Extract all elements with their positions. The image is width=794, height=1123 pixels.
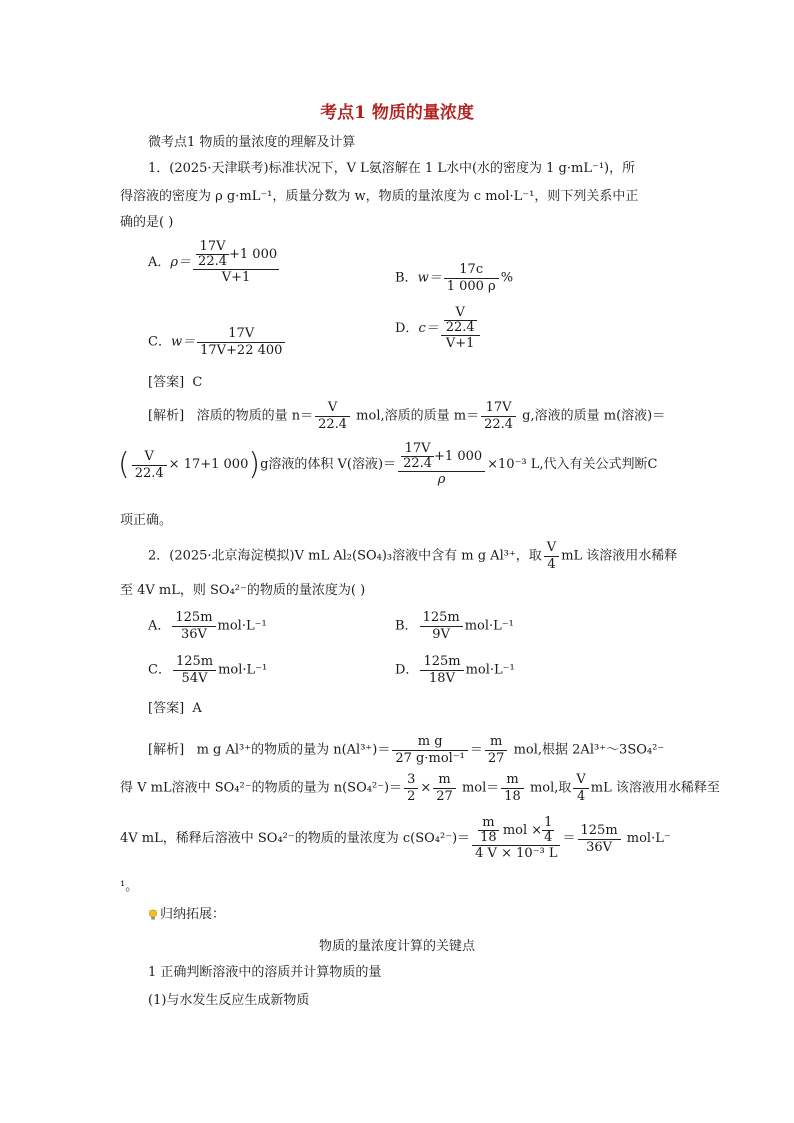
numerator: m xyxy=(485,734,508,751)
text: g溶液的体积 V(溶液)＝ xyxy=(260,457,397,472)
numerator: V xyxy=(132,449,167,466)
analysis-tag: [解析] xyxy=(148,742,185,758)
text: mL 该溶液用水稀释至 xyxy=(590,780,720,796)
denominator: 17V+22 400 xyxy=(200,343,283,358)
answer-value: A xyxy=(192,701,202,716)
q2-option-c xyxy=(148,654,267,687)
fraction xyxy=(501,772,524,805)
fraction xyxy=(544,540,559,573)
option-label: C． xyxy=(148,662,171,678)
q1-option-a xyxy=(148,240,281,286)
numerator: 125m xyxy=(420,610,463,627)
fraction xyxy=(441,306,480,352)
q2-analysis-line4: ¹。 xyxy=(120,879,139,894)
lightbulb-icon xyxy=(148,909,158,921)
answer-tag: [答案] xyxy=(148,375,185,390)
unit: mol·L⁻¹ xyxy=(217,618,267,634)
analysis-tag: [解析] xyxy=(148,408,185,424)
numerator: 3 xyxy=(404,772,418,789)
denominator: 54V xyxy=(181,671,208,686)
denominator: 4 xyxy=(547,557,556,572)
q2-analysis-line2 xyxy=(120,772,720,805)
q2-option-b xyxy=(395,610,514,643)
q1-analysis-line2 xyxy=(118,442,658,488)
fraction xyxy=(193,240,279,286)
q1-analysis-line1 xyxy=(148,400,665,433)
answer-value: C xyxy=(192,375,203,390)
text: 4V mL，稀释后溶液中 SO₄²⁻的物质的量浓度为 c(SO₄²⁻)＝ xyxy=(120,831,471,846)
denominator: ρ xyxy=(437,472,446,487)
fraction xyxy=(172,610,215,643)
option-label: A． xyxy=(148,255,171,270)
text: g,溶液的质量 m(溶液)＝ xyxy=(518,408,666,424)
fraction xyxy=(420,654,463,687)
numerator: 1 xyxy=(544,815,553,830)
times: × xyxy=(420,780,432,796)
option-label: B． xyxy=(395,618,418,634)
unit: mol·L⁻¹ xyxy=(464,618,514,634)
denominator: 4 V × 10⁻³ L xyxy=(475,846,558,861)
denominator: 4 xyxy=(576,789,586,804)
denominator: 22.4 xyxy=(134,465,164,481)
q2-stem-line1 xyxy=(148,540,677,573)
summary-point-1-1: (1)与水发生反应生成新物质 xyxy=(148,993,310,1008)
denominator: 2 xyxy=(407,789,416,804)
fraction xyxy=(485,734,508,767)
q1-answer xyxy=(148,374,202,392)
numerator: 125m xyxy=(172,610,215,627)
summary-heading: 物质的量浓度计算的关键点 xyxy=(318,939,475,954)
denominator: 9V xyxy=(432,627,450,642)
denominator: 27 xyxy=(487,751,505,766)
fraction xyxy=(578,823,621,856)
fraction xyxy=(444,262,499,295)
percent-sign: % xyxy=(500,270,514,286)
answer-tag: [答案] xyxy=(148,701,185,716)
text: mol,溶质的质量 m＝ xyxy=(352,408,480,424)
denominator: 22.4 xyxy=(484,417,514,432)
fraction xyxy=(433,772,456,805)
equals: ＝ xyxy=(562,831,576,846)
denominator: 4 xyxy=(544,830,553,845)
page-title: 考点1 物质的量浓度 xyxy=(320,103,474,123)
q2-analysis-line3 xyxy=(120,816,671,862)
text: mL 该溶液用水稀释 xyxy=(561,548,678,564)
fraction xyxy=(573,772,588,805)
text: × 17+1 000 xyxy=(168,457,249,472)
numerator: 125m xyxy=(173,654,216,671)
option-label: D． xyxy=(395,662,419,678)
equals: ＝ xyxy=(469,742,483,758)
numerator: V xyxy=(444,306,477,321)
text: mol·L⁻ xyxy=(622,831,671,846)
text: ×10⁻³ L,代入有关公式判断C xyxy=(487,457,658,472)
q1-stem-line2: 得溶液的密度为 ρ g·mL⁻¹，质量分数为 w，物质的量浓度为 c mol·L⁻¹，则下列关系中正 xyxy=(120,189,639,204)
q2-option-a xyxy=(148,610,267,643)
denominator: 36V xyxy=(586,839,613,855)
denominator: 1 000 ρ xyxy=(446,279,496,294)
unit: mol·L⁻¹ xyxy=(218,662,268,678)
q1-stem-line1: 1．(2025·天津联考)标准状况下，V L氨溶解在 1 L水中(水的密度为 1 g·mL⁻¹)，所 xyxy=(148,161,636,176)
option-label: A． xyxy=(148,618,171,634)
q1-stem-line3: 确的是( ) xyxy=(120,215,174,230)
denominator: V+1 xyxy=(445,336,475,351)
numerator: 125m xyxy=(420,654,463,671)
formula-lhs: c＝ xyxy=(418,321,439,336)
denominator: 22.4 xyxy=(445,320,475,335)
numerator-tail: +1 000 xyxy=(229,247,278,262)
denominator: 22.4 xyxy=(403,456,433,471)
denominator: 27 g·mol⁻¹ xyxy=(395,751,465,766)
summary-point-1: 1 正确判断溶液中的溶质并计算物质的量 xyxy=(148,965,382,980)
fraction xyxy=(398,442,485,488)
numerator: m xyxy=(478,816,499,831)
unit: mol·L⁻¹ xyxy=(465,662,515,678)
text: m g Al³⁺的物质的量为 n(Al³⁺)＝ xyxy=(196,742,391,758)
subsection-heading: 微考点1 物质的量浓度的理解及计算 xyxy=(148,135,356,150)
denominator: 36V xyxy=(180,627,207,642)
right-paren: ) xyxy=(248,447,261,482)
text: 得 V mL溶液中 SO₄²⁻的物质的量为 n(SO₄²⁻)＝ xyxy=(120,780,403,796)
denominator: 18 xyxy=(480,830,497,845)
numerator: V xyxy=(315,400,350,417)
q2-analysis-line1 xyxy=(148,734,664,767)
denominator: 18 xyxy=(504,789,521,804)
option-label: C． xyxy=(148,334,171,350)
text: mol × xyxy=(498,823,543,838)
left-paren: ( xyxy=(118,447,130,482)
numerator: 125m xyxy=(578,823,621,840)
numerator: m xyxy=(433,772,456,789)
q2-option-d xyxy=(395,654,515,687)
denominator: 27 xyxy=(436,789,453,804)
q1-analysis-line3: 项正确。 xyxy=(120,513,173,528)
numerator: m g xyxy=(392,734,468,751)
q2-stem-line2: 至 4V mL，则 SO₄²⁻的物质的量浓度为( ) xyxy=(120,583,366,598)
q1-option-c xyxy=(148,326,287,359)
text: mol,根据 2Al³⁺～3SO₄²⁻ xyxy=(509,742,665,758)
denominator: 22.4 xyxy=(198,254,227,269)
text: mol,取 xyxy=(525,780,572,796)
numerator: m xyxy=(501,772,524,789)
fraction xyxy=(132,449,167,482)
q1-option-b xyxy=(395,262,513,295)
fraction xyxy=(197,326,285,359)
fraction xyxy=(173,654,216,687)
fraction xyxy=(472,816,560,862)
numerator: V xyxy=(544,540,559,557)
summary-label: 归纳拓展： xyxy=(160,907,226,922)
fraction xyxy=(315,400,350,433)
formula-lhs: w＝ xyxy=(417,270,442,286)
summary-label-row xyxy=(148,906,225,924)
q1-option-d xyxy=(395,306,482,352)
numerator: 17c xyxy=(444,262,499,279)
numerator: 17V xyxy=(196,240,229,255)
option-label: D． xyxy=(395,321,419,336)
numerator: 17V xyxy=(197,326,285,343)
fraction xyxy=(481,400,516,433)
formula-lhs: ρ＝ xyxy=(170,255,192,270)
denominator: 22.4 xyxy=(318,417,348,432)
text: mol＝ xyxy=(457,780,500,796)
text: 2．(2025·北京海淀模拟)V mL Al₂(SO₄)₃溶液中含有 m g Al³⁺，取 xyxy=(148,548,542,564)
numerator: 17V xyxy=(481,400,516,417)
fraction xyxy=(420,610,463,643)
numerator: V xyxy=(573,772,588,789)
option-label: B． xyxy=(395,270,418,286)
numerator-tail: +1 000 xyxy=(434,449,483,464)
denominator: V+1 xyxy=(221,270,251,285)
text: 溶质的物质的量 n＝ xyxy=(196,408,314,424)
numerator: 17V xyxy=(401,442,434,457)
fraction xyxy=(392,734,468,767)
fraction xyxy=(404,772,418,805)
denominator: 18V xyxy=(429,671,455,686)
formula-lhs: w＝ xyxy=(170,334,196,350)
q2-answer xyxy=(148,700,202,718)
